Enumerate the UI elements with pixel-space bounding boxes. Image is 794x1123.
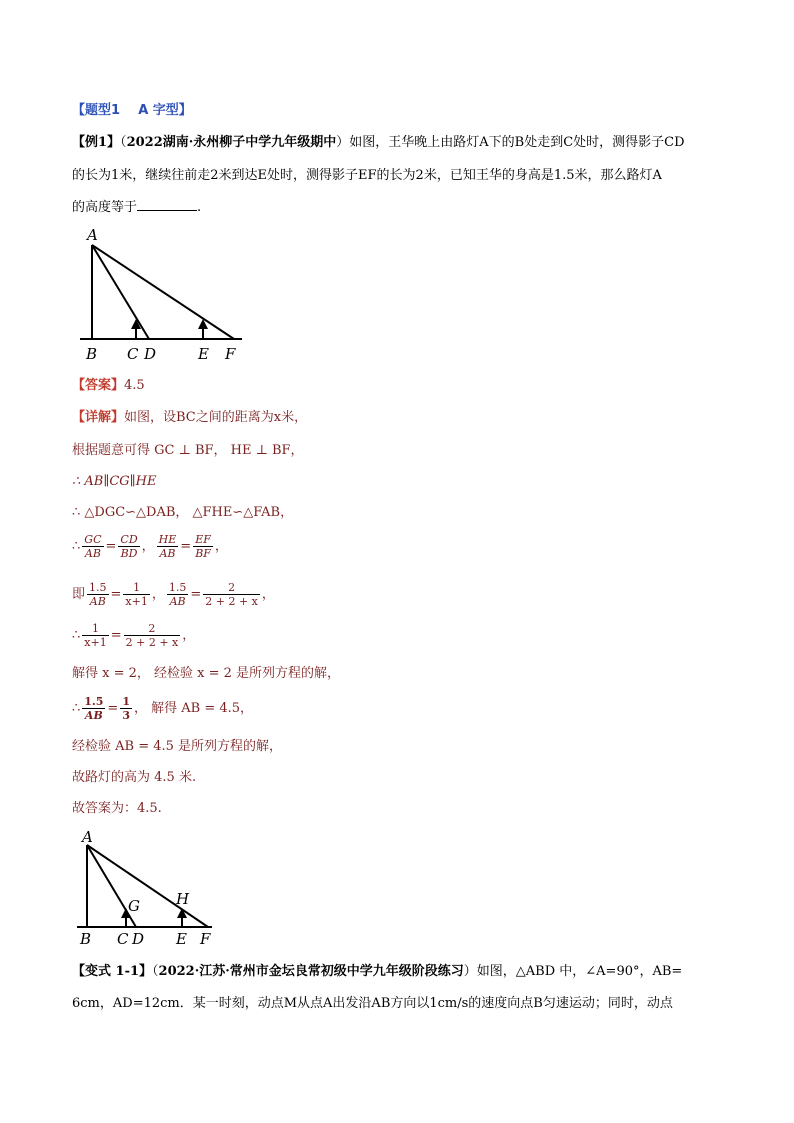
equals: = [110, 587, 122, 602]
fraction-numerator: EF [193, 533, 213, 547]
section-title: A 字型】 [138, 103, 192, 118]
fraction-numerator: 1 [123, 581, 149, 595]
fraction-numerator: 1 [122, 695, 130, 708]
detail-line-2: 根据题意可得 GC ⊥ BF， HE ⊥ BF， [72, 443, 304, 458]
detail-line-7 [72, 621, 195, 651]
fraction-denominator: BF [195, 547, 211, 560]
variant-source-open: （ [152, 964, 159, 979]
example-text-1: 如图，王华晚上由路灯A下的B处走到C处时，测得影子CD [349, 135, 685, 150]
label-g: G [128, 897, 140, 915]
fraction [87, 581, 109, 608]
fraction-denominator: 2 + 2 + x [205, 595, 258, 608]
fraction [82, 695, 105, 722]
separator: ， [151, 587, 165, 602]
example-line-3 [72, 198, 201, 218]
detail-5-pre: ∴ [72, 539, 81, 554]
equals: = [107, 701, 119, 716]
variant-tag: 【变式 1-1】 [72, 964, 153, 979]
answer-blank [137, 198, 197, 211]
label-b: B [80, 930, 92, 948]
detail-label: 【详解】 [72, 410, 125, 425]
detail-9-end: ， 解得 AB = 4.5， [133, 701, 254, 716]
fraction [124, 622, 181, 649]
variant-line-1 [72, 962, 682, 982]
detail-line-1 [72, 408, 307, 428]
fraction-denominator: AB [89, 595, 106, 608]
fraction-denominator: x+1 [84, 636, 107, 649]
fraction-numerator: 1.5 [89, 581, 107, 594]
label-e: E [198, 345, 209, 363]
person-icon [198, 319, 208, 339]
fraction [167, 581, 189, 608]
label-b: B [86, 345, 98, 363]
example-text-3-end: . [197, 200, 202, 215]
detail-line-10: 经检验 AB = 4.5 是所列方程的解， [72, 739, 283, 754]
label-d: D [132, 930, 145, 948]
fraction-denominator: AB [84, 709, 103, 722]
label-c: C [127, 345, 139, 363]
example-line-1 [72, 133, 685, 153]
answer-row [72, 376, 145, 396]
example-source-close: ） [336, 135, 350, 150]
answer-value: 4.5 [124, 378, 145, 393]
fraction-denominator: x+1 [125, 595, 148, 608]
detail-9-pre: ∴ [72, 701, 81, 716]
label-f: F [200, 930, 211, 948]
detail-7-pre: ∴ [72, 628, 81, 643]
answer-label: 【答案】 [72, 378, 125, 393]
fraction-numerator: 1.5 [84, 695, 104, 708]
detail-line-9 [72, 694, 253, 724]
fraction-denominator: AB [84, 547, 101, 560]
example-text-3: 的高度等于 [72, 200, 138, 215]
fraction [82, 622, 108, 649]
label-f: F [225, 345, 236, 363]
equals: = [180, 539, 192, 554]
fraction-numerator: CD [120, 533, 138, 546]
figure-2 [72, 827, 222, 952]
detail-line-6 [72, 580, 275, 610]
section-heading [72, 101, 192, 121]
equals: = [110, 628, 122, 643]
fraction [157, 533, 179, 560]
fraction-numerator: 1.5 [168, 581, 187, 594]
fraction-denominator: BD [120, 547, 138, 560]
detail-line-11: 故路灯的高为 4.5 米. [72, 770, 197, 785]
detail-6-pre: 即 [72, 587, 86, 602]
fraction-denominator: AB [159, 547, 176, 560]
separator: ， [261, 587, 275, 602]
light-ray-f [92, 245, 234, 339]
fraction-denominator: AB [169, 595, 186, 608]
detail-line-4: ∴ △DGC∽△DAB， △FHE∽△FAB， [72, 505, 294, 520]
light-ray-f [87, 845, 208, 927]
fraction-numerator: 2 [203, 581, 260, 595]
example-tag: 【例1】 [72, 135, 121, 150]
label-a: A [82, 828, 93, 846]
label-e: E [176, 930, 187, 948]
fraction-numerator: HE [158, 533, 177, 546]
variant-source: 2022·江苏·常州市金坛良常初级中学九年级阶段练习 [158, 964, 464, 979]
fraction [82, 533, 103, 560]
figure-1 [75, 225, 250, 365]
detail-line-3: ∴ AB∥CG∥HE [72, 474, 157, 489]
label-c: C [117, 930, 129, 948]
section-label: 【题型1 [72, 103, 121, 118]
example-source: 2022湖南·永州柳子中学九年级期中 [126, 135, 337, 150]
label-h: H [176, 890, 190, 908]
separator: ， [182, 628, 196, 643]
variant-line-2: 6cm，AD=12cm．某一时刻，动点M从点A出发沿AB方向以1cm/s的速度向点B匀速运动；同时，动点 [72, 996, 673, 1011]
variant-source-close: ） [463, 964, 477, 979]
fraction-denominator: 2 + 2 + x [125, 636, 179, 649]
detail-line-5 [72, 532, 228, 562]
fraction [120, 695, 132, 722]
fraction-numerator: GC [84, 533, 102, 546]
fraction-numerator: 1 [82, 622, 108, 636]
fraction-denominator: 3 [122, 709, 130, 722]
detail-line-8: 解得 x = 2， 经检验 x = 2 是所列方程的解， [72, 666, 341, 681]
label-a: A [87, 226, 98, 244]
example-source-open: （ [120, 135, 127, 150]
fraction-numerator: 2 [124, 622, 181, 636]
separator: ， [141, 539, 155, 554]
equals: = [105, 539, 117, 554]
fraction [193, 533, 213, 560]
detail-text-1: 如图，设BC之间的距离为x米， [124, 410, 308, 425]
variant-text-1: 如图，△ABD 中，∠A=90°，AB= [476, 964, 683, 979]
separator: ， [214, 539, 228, 554]
example-line-2: 的长为1米，继续往前走2米到达E处时，测得影子EF的长为2米，已知王华的身高是1.5米，那么路灯A [72, 168, 662, 183]
fraction [118, 533, 139, 560]
equals: = [190, 587, 202, 602]
light-ray-d [92, 245, 149, 339]
fraction [203, 581, 260, 608]
label-d: D [144, 345, 157, 363]
fraction [123, 581, 149, 608]
detail-line-12: 故答案为：4.5. [72, 801, 162, 816]
